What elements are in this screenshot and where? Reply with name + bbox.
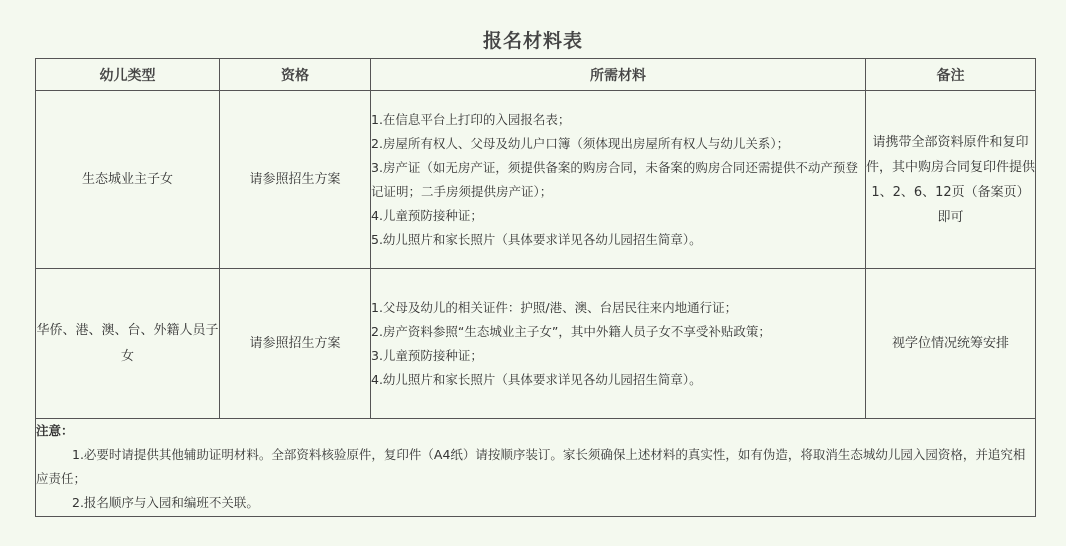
material-item: 5.幼儿照片和家长照片（具体要求详见各幼儿园招生简章）。 [371,231,702,247]
materials-cell [371,91,866,269]
registration-materials-table [35,58,1036,517]
notice-cell [36,419,1036,517]
material-item: 1.在信息平台上打印的入园报名表； [371,111,571,127]
material-item: 2.房屋所有权人、父母及幼儿户口簿（须体现出房屋所有权人与幼儿关系）； [371,135,790,151]
table-header-row [36,59,1036,91]
material-item: 3.房产证（如无房产证，须提供备案的购房合同，未备案的购房合同还需提供不动产预登记证明；二手房须提供房产证）； [371,159,858,199]
notice-row [36,419,1036,517]
material-item: 1.父母及幼儿的相关证件：护照/港、澳、台居民往来内地通行证； [371,299,738,315]
materials-cell [371,269,866,419]
remark-cell: 请携带全部资料原件和复印件，其中购房合同复印件提供1、2、6、12页（备案页）即可 [866,91,1036,269]
child-type-cell: 生态城业主子女 [36,91,220,269]
header-remark: 备注 [866,59,1036,91]
material-item: 4.儿童预防接种证； [371,207,483,223]
material-item: 3.儿童预防接种证； [371,347,483,363]
header-qualification: 资格 [220,59,371,91]
child-type-cell: 华侨、港、澳、台、外籍人员子女 [36,269,220,419]
qualification-cell: 请参照招生方案 [220,91,371,269]
material-item: 2.房产资料参照“生态城业主子女”，其中外籍人员子女不享受补贴政策； [371,323,771,339]
notice-item: 1.必要时请提供其他辅助证明材料。全部资料核验原件，复印件（A4纸）请按顺序装订。家长须确保上述材料的真实性，如有伪造，将取消生态城幼儿园入园资格，并追究相应责任； [36,447,1026,486]
header-materials: 所需材料 [371,59,866,91]
header-child-type: 幼儿类型 [36,59,220,91]
notice-item: 2.报名顺序与入园和编班不关联。 [72,495,259,510]
qualification-cell: 请参照招生方案 [220,269,371,419]
remark-cell: 视学位情况统筹安排 [866,269,1036,419]
notice-label: 注意： [36,423,74,438]
table-row [36,91,1036,269]
material-item: 4.幼儿照片和家长照片（具体要求详见各幼儿园招生简章）。 [371,371,702,387]
table-row [36,269,1036,419]
page-title: 报名材料表 [482,30,583,52]
